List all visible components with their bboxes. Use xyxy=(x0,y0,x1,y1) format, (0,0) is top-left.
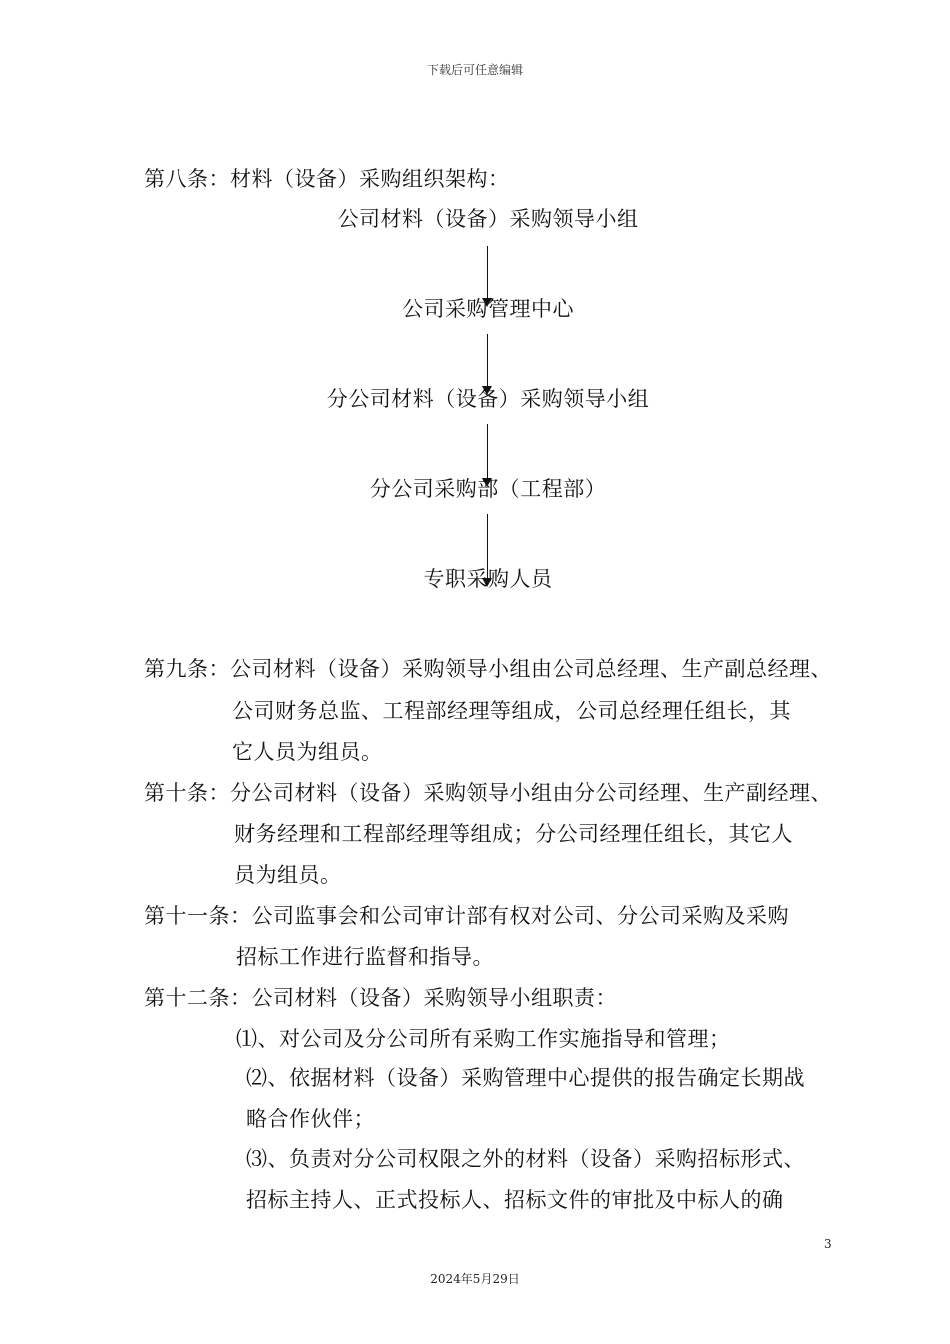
org-node-branch-leading-group: 分公司材料（设备）采购领导小组 xyxy=(326,387,650,411)
article-12-item-2: ⑵、依据材料（设备）采购管理中心提供的报告确定长期战 xyxy=(246,1066,805,1090)
article-12-item-3: ⑶、负责对分公司权限之外的材料（设备）采购招标形式、 xyxy=(246,1147,805,1171)
org-connector-1 xyxy=(487,246,488,302)
article-11-line-2: 招标工作进行监督和指导。 xyxy=(236,945,494,969)
org-node-purchasers: 专职采购人员 xyxy=(423,567,553,591)
article-10-line-3: 员为组员。 xyxy=(234,863,342,887)
article-12-item-2-cont: 略合作伙伴； xyxy=(246,1107,375,1131)
org-node-company-leading-group: 公司材料（设备）采购领导小组 xyxy=(337,207,639,231)
org-node-purchase-center: 公司采购管理中心 xyxy=(402,297,574,321)
article-9-line-2: 公司财务总监、工程部经理等组成，公司总经理任组长，其 xyxy=(232,699,791,723)
page-header: 下载后可任意编辑 xyxy=(426,63,523,77)
org-connector-2 xyxy=(487,334,488,390)
article-12-item-1: ⑴、对公司及分公司所有采购工作实施指导和管理； xyxy=(236,1027,731,1051)
article-10-line-1: 第十条：分公司材料（设备）采购领导小组由分公司经理、生产副经理、 xyxy=(144,781,832,805)
page-number: 3 xyxy=(824,1237,832,1251)
footer-date: 2024年5月29日 xyxy=(430,1272,520,1286)
article-12-item-3-cont: 招标主持人、正式投标人、招标文件的审批及中标人的确 xyxy=(246,1188,784,1212)
org-node-branch-purchase-dept: 分公司采购部（工程部） xyxy=(369,477,607,501)
article-9-line-1: 第九条：公司材料（设备）采购领导小组由公司总经理、生产副总经理、 xyxy=(144,657,832,681)
article-10-line-2: 财务经理和工程部经理等组成；分公司经理任组长，其它人 xyxy=(234,822,793,846)
article-9-line-3: 它人员为组员。 xyxy=(232,740,383,764)
article-12-heading: 第十二条：公司材料（设备）采购领导小组职责： xyxy=(144,986,617,1010)
article-11-line-1: 第十一条：公司监事会和公司审计部有权对公司、分公司采购及采购 xyxy=(144,904,789,928)
org-connector-3 xyxy=(487,424,488,482)
article-8-heading: 第八条：材料（设备）采购组织架构： xyxy=(144,167,510,191)
